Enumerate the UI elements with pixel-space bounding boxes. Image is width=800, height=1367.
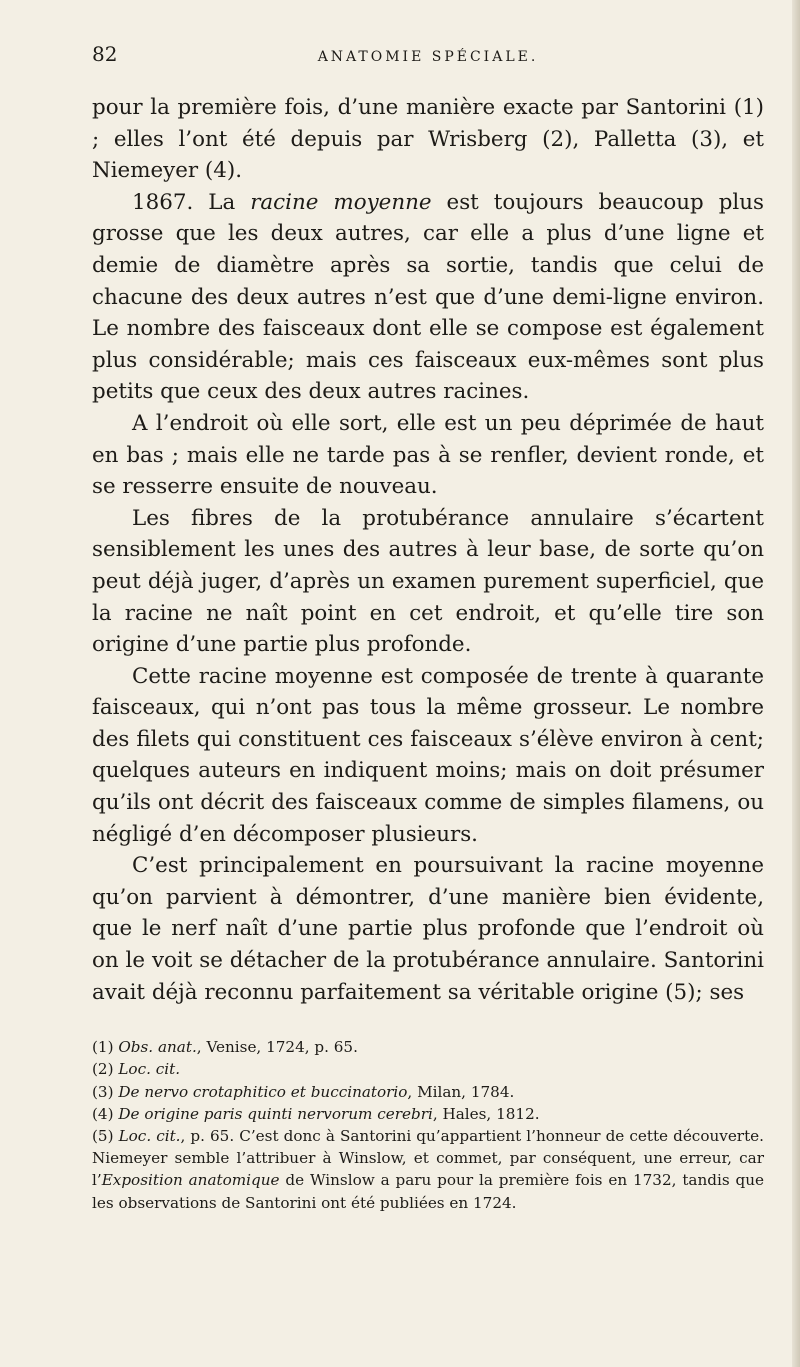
footnote-segment: Loc. cit. xyxy=(118,1060,181,1079)
footnote xyxy=(92,1036,764,1058)
paragraph xyxy=(92,408,764,503)
footnote-segment: De nervo crotaphitico et buccinatorio xyxy=(118,1082,408,1101)
footnote-segment: de Winslow a paru pour la première fois en 1732, tandis que les observations de Santorini ont été publiées en 1724. xyxy=(92,1171,764,1212)
paragraph-segment: A l’endroit où elle sort, elle est un peu déprimée de haut en bas ; mais elle ne tarde pas à se renfler, devient ronde, et se resserre ensuite de nouveau. xyxy=(92,410,764,500)
paragraph-segment: Les fibres de la protubérance annulaire s’écartent sensiblement les unes des autres à leur base, de sorte qu’on peut déjà juger, d’après un examen purement superficiel, que la racine ne naît point en cet endroit, et qu’elle tire son origine d’une partie plus profonde. xyxy=(92,505,764,658)
running-title: ANATOMIE SPÉCIALE. xyxy=(317,49,539,65)
footnote xyxy=(92,1125,764,1214)
paragraph-segment: racine moyenne xyxy=(250,189,432,215)
footnote xyxy=(92,1081,764,1103)
paragraph xyxy=(92,187,764,408)
footnote-segment: , Hales, 1812. xyxy=(432,1104,540,1123)
footnote-segment: De origine paris quinti nervorum cerebri xyxy=(118,1104,433,1123)
paragraph-segment: 1867. La xyxy=(132,189,251,215)
footnote-segment: , p. 65. C’est donc à Santorini qu’appartient l’honneur de cette découverte. Niemeyer semble l’attribuer à Winslow, et commet, par conséquent, une erreur, car l’ xyxy=(92,1127,764,1190)
footnote-segment: (2) xyxy=(92,1060,119,1079)
paragraph xyxy=(92,92,764,187)
footnote xyxy=(92,1103,764,1125)
footnote-segment: , Venise, 1724, p. 65. xyxy=(196,1038,358,1057)
footnote-segment: Loc. cit. xyxy=(118,1127,181,1146)
page-edge-shadow xyxy=(792,0,800,1367)
paragraph-segment: est toujours beaucoup plus grosse que les deux autres, car elle a plus d’une ligne et demie de diamètre après sa sortie, tandis que celui de chacune des deux autres n’est que d’une demi-ligne environ. Le nombre des faisceaux dont elle se compose est également plus considérable; mais ces faisceaux eux-mêmes sont plus petits que ceux des deux autres racines. xyxy=(92,189,764,405)
footnote-segment: (3) xyxy=(92,1082,119,1101)
footnote-segment: , Milan, 1784. xyxy=(407,1082,515,1101)
paragraph xyxy=(92,850,764,1008)
book-page xyxy=(92,42,764,1214)
footnote-segment: Obs. anat. xyxy=(118,1038,197,1057)
footnote-segment: (4) xyxy=(92,1104,119,1123)
main-text xyxy=(92,92,764,1008)
paragraph-segment: Cette racine moyenne est composée de trente à quarante faisceaux, qui n’ont pas tous la même grosseur. Le nombre des filets qui constituent ces faisceaux s’élève environ à cent; quelques auteurs en indiquent moins; mais on doit présumer qu’ils ont décrit des faisceaux comme de simples filamens, ou négligé d’en décomposer plusieurs. xyxy=(92,663,764,847)
paragraph-segment: C’est principalement en poursuivant la racine moyenne qu’on parvient à démontrer, d’une manière bien évidente, que le nerf naît d’une partie plus profonde que l’endroit où on le voit se détacher de la protubérance annulaire. Santorini avait déjà reconnu parfaitement sa véritable origine (5); ses xyxy=(92,853,764,1005)
paragraph xyxy=(92,503,764,661)
footnote-segment: Exposition anatomique xyxy=(101,1171,280,1190)
footnotes xyxy=(92,1036,764,1214)
footnote-segment: (5) xyxy=(92,1127,119,1146)
page-number: 82 xyxy=(92,42,118,66)
paragraph xyxy=(92,661,764,851)
footnote xyxy=(92,1058,764,1080)
footnote-segment: (1) xyxy=(92,1038,119,1057)
paragraph-segment: pour la première fois, d’une manière exacte par Santorini (1) ; elles l’ont été depuis par Wrisberg (2), Palletta (3), et Niemeyer (4). xyxy=(92,95,764,184)
page-header xyxy=(92,42,764,78)
